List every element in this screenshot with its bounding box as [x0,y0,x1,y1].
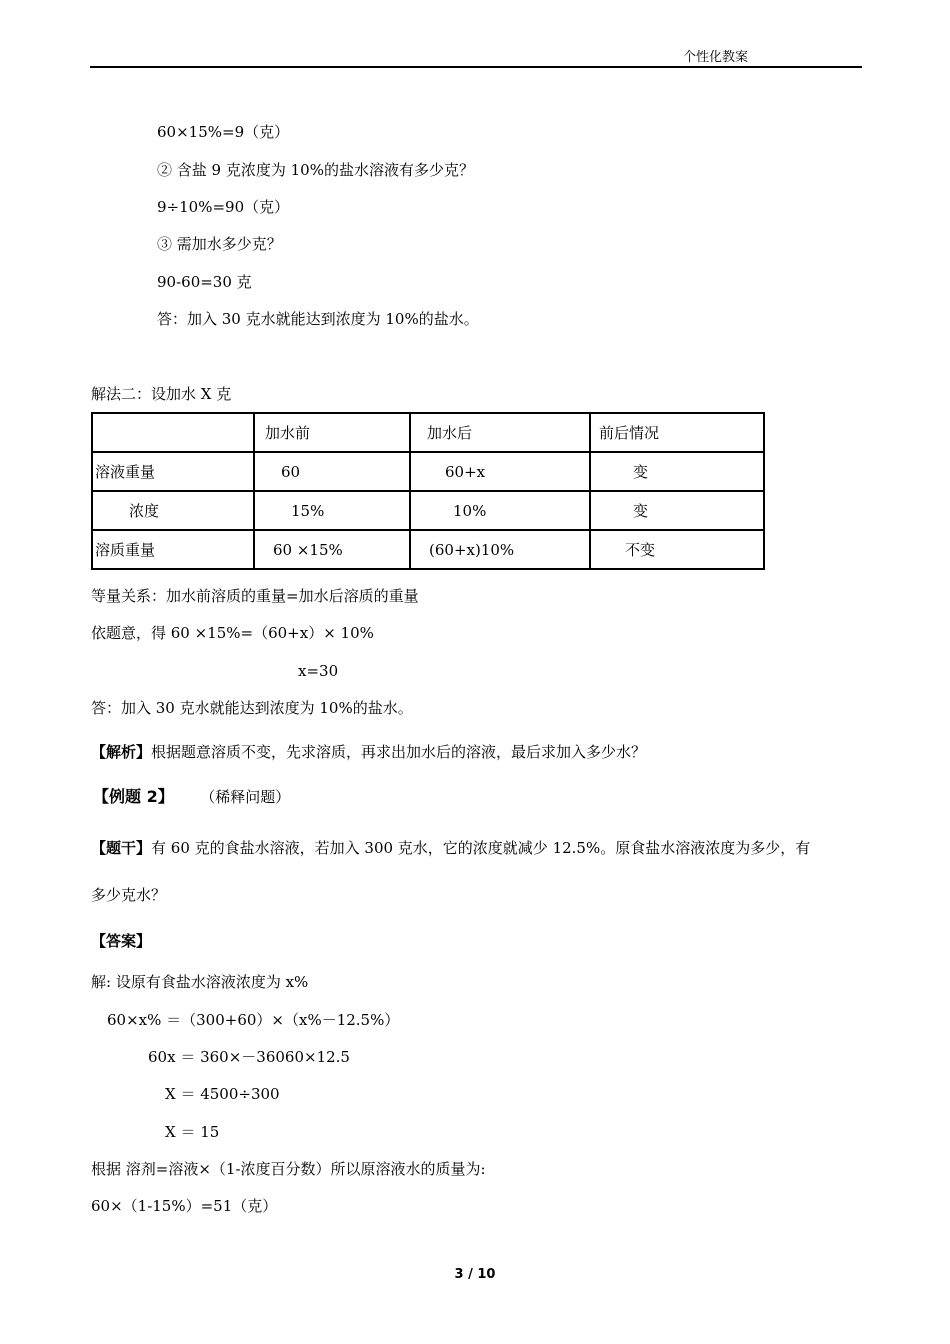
table-header-cell: 加水后 [410,413,590,452]
table-cell: 60 [254,452,410,491]
example2-label: 【例题 2】 [93,787,174,806]
analysis-label: 【解析】 [91,743,152,761]
table-cell: 60 ×15% [254,530,410,569]
analysis-text: 根据题意溶质不变，先求溶质，再求出加水后的溶液，最后求加入多少水？ [151,743,647,761]
solution1-line-4: ③ 需加水多少克？ [157,235,282,253]
table-cell: 10% [410,491,590,530]
concentration-table [91,412,765,570]
table-cell: 溶液重量 [92,452,254,491]
answer-label: 【答案】 [91,932,152,950]
example2-solution-line-5: X ＝ 15 [165,1123,220,1141]
table-header-row [92,413,764,452]
table-cell: (60+x)10% [410,530,590,569]
equation: 依题意，得 60 ×15%=（60+x）× 10% [91,624,374,642]
header-divider [90,66,862,68]
table-cell: 溶质重量 [92,530,254,569]
example2-solution-line-6: 根据 溶剂=溶液×（1-浓度百分数）所以原溶液水的质量为: [91,1160,486,1178]
solution1-line-1: 60×15%=9（克） [157,123,290,141]
solution2-answer: 答：加入 30 克水就能达到浓度为 10%的盐水。 [91,699,413,717]
equivalence-relation: 等量关系：加水前溶质的重量=加水后溶质的重量 [91,587,419,605]
page-header-title: 个性化教案 [683,50,749,65]
solution1-line-5: 90-60=30 克 [157,273,252,291]
table-cell: 变 [590,491,764,530]
solution2-title: 解法二：设加水 X 克 [91,385,232,403]
example2-solution-line-1: 解: 设原有食盐水溶液浓度为 x% [91,973,309,991]
table-cell: 60+x [410,452,590,491]
solution1-line-3: 9÷10%=90（克） [157,198,290,216]
table-cell: 浓度 [92,491,254,530]
table-row [92,530,764,569]
stem-text: 有 60 克的食盐水溶液，若加入 300 克水，它的浓度就减少 12.5%。原食盐水溶液浓度为多少，有 [151,839,811,857]
table-header-cell: 前后情况 [590,413,764,452]
analysis-paragraph [91,742,646,762]
stem-label: 【题干】 [91,839,152,857]
table-row [92,491,764,530]
example2-solution-line-3: 60x ＝ 360×－36060×12.5 [148,1048,350,1066]
example2-stem-line-1 [91,838,810,858]
example2-solution-line-2: 60×x% ＝（300+60）×（x%－12.5%） [107,1011,400,1029]
example2-heading [93,787,290,807]
table-cell: 变 [590,452,764,491]
example2-solution-line-4: X ＝ 4500÷300 [165,1085,280,1103]
table-cell: 不变 [590,530,764,569]
solution1-line-2: ② 含盐 9 克浓度为 10%的盐水溶液有多少克？ [157,161,474,179]
table-header-cell-empty [92,413,254,452]
table-row [92,452,764,491]
example2-solution-line-7: 60×（1-15%）=51（克） [91,1197,278,1215]
solution1-answer: 答：加入 30 克水就能达到浓度为 10%的盐水。 [157,310,479,328]
equation-result: x=30 [298,662,339,680]
example2-stem-line-2: 多少克水？ [91,886,167,904]
table-header-cell: 加水前 [254,413,410,452]
table-cell: 15% [254,491,410,530]
example2-subtitle: （稀释问题） [207,788,291,806]
page-number: 3 / 10 [454,1267,496,1282]
